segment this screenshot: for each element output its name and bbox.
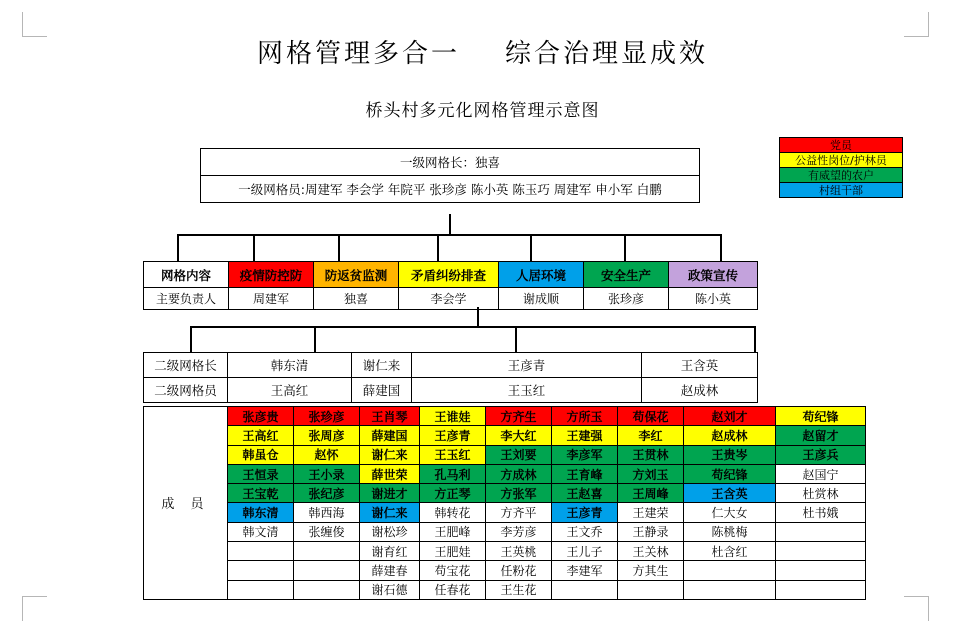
- member-grid-row: [144, 503, 866, 522]
- member-cell: 王肥峰: [420, 522, 486, 541]
- category-cell-2: 矛盾纠纷排查: [399, 262, 499, 288]
- member-cell: 张纪彦: [294, 484, 360, 503]
- member-cell: 王谁娃: [420, 407, 486, 426]
- category-owner-4: 张珍彦: [584, 288, 669, 310]
- member-cell: 韩虽仓: [228, 445, 294, 464]
- level1-member-cell: 一级网格员:周建军 李会学 年院平 张珍彦 陈小英 陈玉巧 周建军 申小军 白鹏: [201, 176, 700, 203]
- category-cell-3: 人居环境: [499, 262, 584, 288]
- connector-drop-6: [624, 234, 626, 262]
- member-grid-row: [144, 542, 866, 561]
- member-cell: 王高红: [228, 426, 294, 445]
- member-cell: 王贯林: [618, 445, 684, 464]
- category-header-label: 网格内容: [144, 262, 229, 288]
- member-cell-empty: [776, 522, 866, 541]
- member-grid-row: [144, 484, 866, 503]
- member-cell: 任粉花: [486, 561, 552, 580]
- member-cell: 方正琴: [420, 484, 486, 503]
- member-cell: 王含英: [684, 484, 776, 503]
- level2-leader-2: 王彦青: [412, 353, 642, 378]
- level2-table: [143, 352, 758, 403]
- member-grid-label: 成 员: [144, 407, 228, 600]
- member-cell: 苟纪锋: [776, 407, 866, 426]
- member-cell: 王英桃: [486, 542, 552, 561]
- member-cell: 王彦青: [552, 503, 618, 522]
- connector-lvl1-bus: [177, 234, 722, 236]
- level2-member-1: 薛建国: [352, 378, 412, 403]
- member-cell: 苟宝花: [420, 561, 486, 580]
- member-cell: 王周峰: [618, 484, 684, 503]
- member-cell-empty: [776, 561, 866, 580]
- connector-lvl2-bus: [190, 326, 756, 328]
- legend-item-0: 党员: [780, 138, 902, 153]
- connector-drop-7: [720, 234, 722, 262]
- member-cell: 张周彦: [294, 426, 360, 445]
- member-cell: 杜含红: [684, 542, 776, 561]
- member-cell: 李建军: [552, 561, 618, 580]
- member-cell: 王赵喜: [552, 484, 618, 503]
- member-cell: 韩文清: [228, 522, 294, 541]
- category-cell-4: 安全生产: [584, 262, 669, 288]
- level2-member-row: [144, 378, 758, 403]
- member-cell: 李彦军: [552, 445, 618, 464]
- level2-leader-label: 二级网格长: [144, 353, 228, 378]
- member-cell: 韩转花: [420, 503, 486, 522]
- level2-leader-1: 谢仁来: [352, 353, 412, 378]
- member-grid-row: [144, 464, 866, 483]
- member-cell-empty: [228, 542, 294, 561]
- level2-leader-row: [144, 353, 758, 378]
- member-cell: 李红: [618, 426, 684, 445]
- member-cell: 张彦贵: [228, 407, 294, 426]
- member-cell: 方所玉: [552, 407, 618, 426]
- member-cell-empty: [228, 580, 294, 599]
- level2-leader-3: 王含英: [642, 353, 758, 378]
- member-cell-empty: [618, 580, 684, 599]
- member-cell: 王建荣: [618, 503, 684, 522]
- member-cell: 王静录: [618, 522, 684, 541]
- member-cell: 方齐生: [486, 407, 552, 426]
- connector-drop-3: [338, 234, 340, 262]
- member-grid-table: [143, 406, 866, 600]
- member-cell: 韩东清: [228, 503, 294, 522]
- connector-lvl2-drop-3: [515, 326, 517, 353]
- member-cell: 王肖琴: [360, 407, 420, 426]
- member-cell: 王玉红: [420, 445, 486, 464]
- member-cell: 王彦兵: [776, 445, 866, 464]
- member-cell: 王贵岑: [684, 445, 776, 464]
- member-cell: 王文乔: [552, 522, 618, 541]
- member-cell: 赵留才: [776, 426, 866, 445]
- legend-item-1: 公益性岗位/护林员: [780, 153, 902, 168]
- category-owner-5: 陈小英: [669, 288, 758, 310]
- member-cell: 方齐平: [486, 503, 552, 522]
- member-cell: 苟保花: [618, 407, 684, 426]
- level2-member-label: 二级网格员: [144, 378, 228, 403]
- member-cell: 杜赏林: [776, 484, 866, 503]
- member-cell-empty: [776, 542, 866, 561]
- member-cell: 薛建春: [360, 561, 420, 580]
- member-cell: 谢育红: [360, 542, 420, 561]
- member-cell: 杜书娥: [776, 503, 866, 522]
- member-cell: 王恒录: [228, 464, 294, 483]
- member-cell-empty: [294, 561, 360, 580]
- member-cell: 李大红: [486, 426, 552, 445]
- connector-drop-1: [177, 234, 179, 262]
- level2-member-0: 王高红: [228, 378, 352, 403]
- category-color-row: [144, 262, 758, 288]
- member-cell-empty: [294, 542, 360, 561]
- category-owner-0: 周建军: [229, 288, 314, 310]
- member-cell: 赵怀: [294, 445, 360, 464]
- member-cell: 赵成林: [684, 426, 776, 445]
- member-grid-row: [144, 407, 866, 426]
- member-cell: 谢松珍: [360, 522, 420, 541]
- member-cell: 王生花: [486, 580, 552, 599]
- connector-drop-2: [253, 234, 255, 262]
- member-cell: 王宝乾: [228, 484, 294, 503]
- connector-lvl2-drop-2: [314, 326, 316, 353]
- member-cell: 韩西海: [294, 503, 360, 522]
- level2-member-3: 赵成林: [642, 378, 758, 403]
- member-cell: 赵国宁: [776, 464, 866, 483]
- level2-leader-0: 韩东清: [228, 353, 352, 378]
- member-grid-row: [144, 522, 866, 541]
- member-cell-empty: [776, 580, 866, 599]
- level1-leader-row: [201, 149, 700, 176]
- member-cell: 王育峰: [552, 464, 618, 483]
- member-cell: 王刘要: [486, 445, 552, 464]
- member-cell: 孔马利: [420, 464, 486, 483]
- member-cell: 薛世荣: [360, 464, 420, 483]
- page-title: 网格管理多合一 综合治理显成效: [256, 39, 709, 69]
- connector-lvl2-drop-1: [190, 326, 192, 353]
- member-cell: 李芳彦: [486, 522, 552, 541]
- category-cell-1: 防返贫监测: [314, 262, 399, 288]
- category-owner-3: 谢成顺: [499, 288, 584, 310]
- member-cell: 张缠俊: [294, 522, 360, 541]
- member-cell-empty: [294, 580, 360, 599]
- category-cell-0: 疫情防控防: [229, 262, 314, 288]
- category-owner-row: [144, 288, 758, 310]
- member-grid-row: [144, 580, 866, 599]
- member-cell: 王关林: [618, 542, 684, 561]
- connector-drop-5: [530, 234, 532, 262]
- member-cell-empty: [228, 561, 294, 580]
- member-cell: 苟纪锋: [684, 464, 776, 483]
- category-owner-1: 独喜: [314, 288, 399, 310]
- category-cell-5: 政策宣传: [669, 262, 758, 288]
- member-cell: 王儿子: [552, 542, 618, 561]
- level1-grid-table: [200, 148, 700, 203]
- member-cell: 任春花: [420, 580, 486, 599]
- connector-drop-4: [437, 234, 439, 262]
- page-corner-mark-bottom-left: [22, 596, 47, 621]
- member-cell-empty: [684, 580, 776, 599]
- member-cell: 赵刘才: [684, 407, 776, 426]
- category-owner-2: 李会学: [399, 288, 499, 310]
- member-cell: 王小录: [294, 464, 360, 483]
- page-subtitle: 桥头村多元化网格管理示意图: [365, 101, 600, 121]
- member-cell: 王建强: [552, 426, 618, 445]
- member-cell: 方刘玉: [618, 464, 684, 483]
- member-cell: 方张军: [486, 484, 552, 503]
- legend-item-2: 有威望的农户: [780, 168, 902, 183]
- member-grid-row: [144, 561, 866, 580]
- member-cell: 谢仁来: [360, 503, 420, 522]
- member-cell: 王肥娃: [420, 542, 486, 561]
- member-cell: 谢石德: [360, 580, 420, 599]
- member-cell: 张珍彦: [294, 407, 360, 426]
- category-owner-label: 主要负责人: [144, 288, 229, 310]
- member-cell: 薛建国: [360, 426, 420, 445]
- category-table: [143, 261, 758, 310]
- connector-lvl2-drop-4: [754, 326, 756, 353]
- member-cell: 谢进才: [360, 484, 420, 503]
- member-grid-row: [144, 426, 866, 445]
- legend: [779, 137, 903, 198]
- member-cell: 仁大女: [684, 503, 776, 522]
- member-cell: 谢仁来: [360, 445, 420, 464]
- level2-member-2: 王玉红: [412, 378, 642, 403]
- level1-leader-cell: 一级网格长：独喜: [201, 149, 700, 176]
- level1-member-row: [201, 176, 700, 203]
- connector-lvl1-stem: [449, 214, 451, 235]
- member-cell-empty: [684, 561, 776, 580]
- member-cell: 方其生: [618, 561, 684, 580]
- member-cell-empty: [552, 580, 618, 599]
- member-cell: 方成林: [486, 464, 552, 483]
- member-cell: 陈桃梅: [684, 522, 776, 541]
- connector-lvl2-stem: [477, 307, 479, 327]
- page-corner-mark-bottom-right: [904, 596, 929, 621]
- legend-item-3: 村组干部: [780, 183, 902, 198]
- member-cell: 王彦青: [420, 426, 486, 445]
- member-grid-row: [144, 445, 866, 464]
